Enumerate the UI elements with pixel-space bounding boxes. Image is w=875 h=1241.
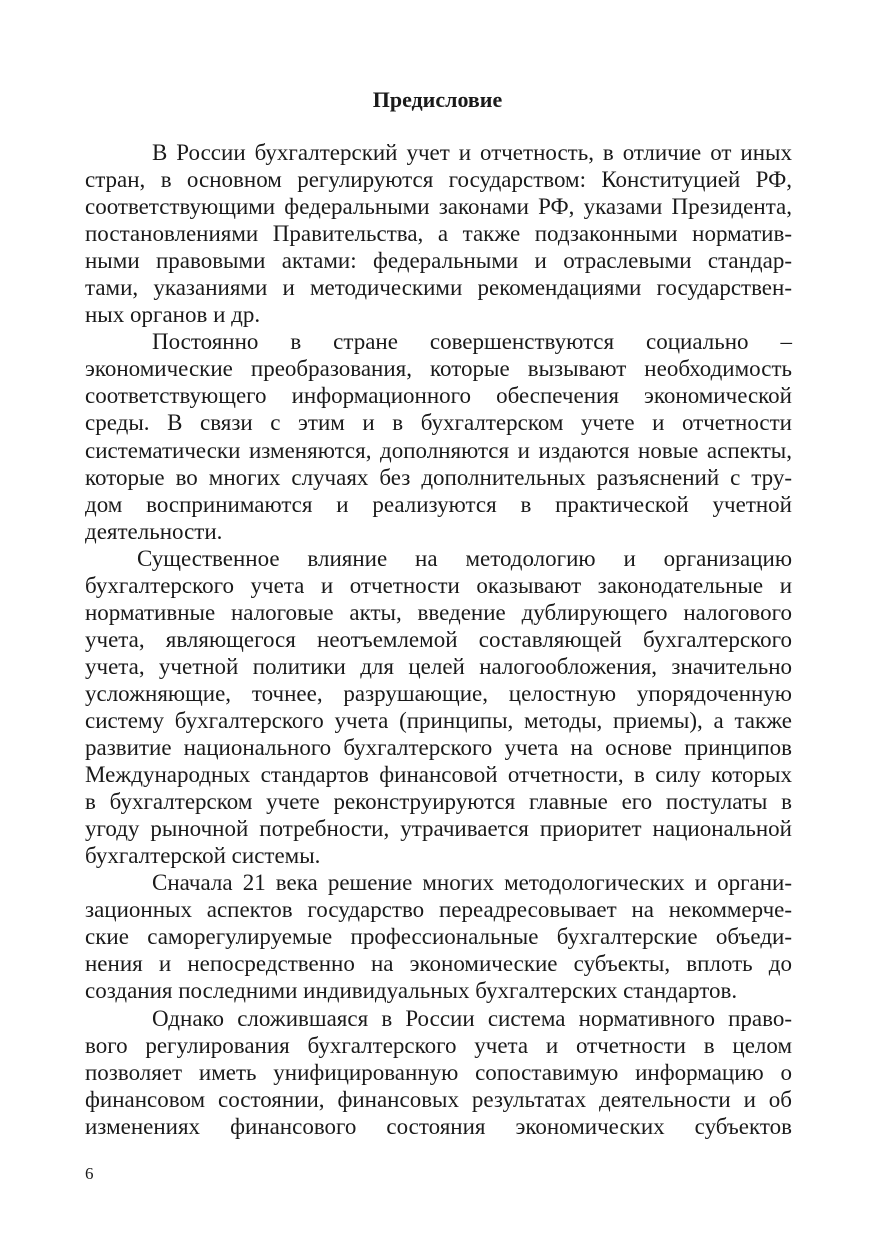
text-line: систематически изменяются, дополняются и издаются новые аспекты, (85, 437, 792, 463)
text-line: которые во многих случаях без дополнительных разъяснений с тру- (85, 464, 792, 490)
text-line: в бухгалтерском учете реконструируются главные его постулаты в (85, 789, 792, 815)
text-line: ными правовыми актами: федеральными и отраслевыми стандар- (85, 248, 792, 274)
text-line: создания последними индивидуальных бухгалтерских стандартов. (85, 978, 738, 1004)
text-line: нормативные налоговые акты, введение дублирующего налогового (85, 599, 792, 625)
page-title: Предисловие (372, 87, 503, 112)
text-line: систему бухгалтерского учета (принципы, методы, приемы), а также (85, 707, 792, 733)
text-line: соответствующего информационного обеспечения экономической (85, 383, 792, 409)
text-line: Существенное влияние на методологию и организацию (137, 545, 792, 571)
text-line: стран, в основном регулируются государством: Конституцией РФ, (85, 167, 792, 193)
text-line: ных органов и др. (85, 302, 261, 328)
text-line: постановлениями Правительства, а также подзаконными норматив- (85, 221, 792, 247)
text-line: дом воспринимаются и реализуются в практической учетной (85, 491, 792, 517)
text-line: усложняющие, точнее, разрушающие, целостную упорядоченную (85, 680, 792, 706)
text-line: зационных аспектов государство переадресовывает на некоммерче- (85, 897, 792, 923)
text-line: деятельности. (85, 518, 223, 544)
text-line: В России бухгалтерский учет и отчетность, в отличие от иных (152, 140, 792, 165)
text-line: бухгалтерского учета и отчетности оказывают законодательные и (85, 572, 792, 598)
text-line: Международных стандартов финансовой отчетности, в силу которых (85, 762, 792, 788)
text-line: вого регулирования бухгалтерского учета и отчетности в целом (85, 1032, 792, 1058)
text-line: бухгалтерской системы. (85, 843, 321, 869)
text-line: финансовом состоянии, финансовых результатах деятельности и об (85, 1086, 792, 1112)
page-number: 6 (85, 1164, 94, 1183)
text-line: учета, учетной политики для целей налогообложения, значительно (85, 653, 792, 679)
text-line: развитие национального бухгалтерского учета на основе принципов (85, 735, 792, 761)
text-line: соответствующими федеральными законами РФ, указами Президента, (85, 194, 792, 220)
text-line: среды. В связи с этим и в бухгалтерском учете и отчетности (85, 410, 792, 436)
text-line: изменениях финансового состояния экономических субъектов (85, 1113, 792, 1139)
text-line: позволяет иметь унифицированную сопоставимую информацию о (85, 1059, 792, 1085)
text-line: Сначала 21 века решение многих методологических и органи- (152, 870, 792, 896)
text-line: тами, указаниями и методическими рекомендациями государствен- (85, 275, 792, 301)
text-line: ские саморегулируемые профессиональные бухгалтерские объеди- (85, 924, 792, 950)
text-line: угоду рыночной потребности, утрачивается приоритет национальной (85, 816, 792, 842)
text-line: экономические преобразования, которые вызывают необходимость (85, 356, 792, 382)
preface-text (85, 139, 792, 1140)
text-line: Постоянно в стране совершенствуются социально – (152, 329, 792, 355)
text-line: нения и непосредственно на экономические субъекты, вплоть до (85, 951, 792, 977)
text-line: Однако сложившаяся в России система нормативного право- (152, 1005, 792, 1031)
text-line: учета, являющегося неотъемлемой составляющей бухгалтерского (85, 626, 792, 652)
